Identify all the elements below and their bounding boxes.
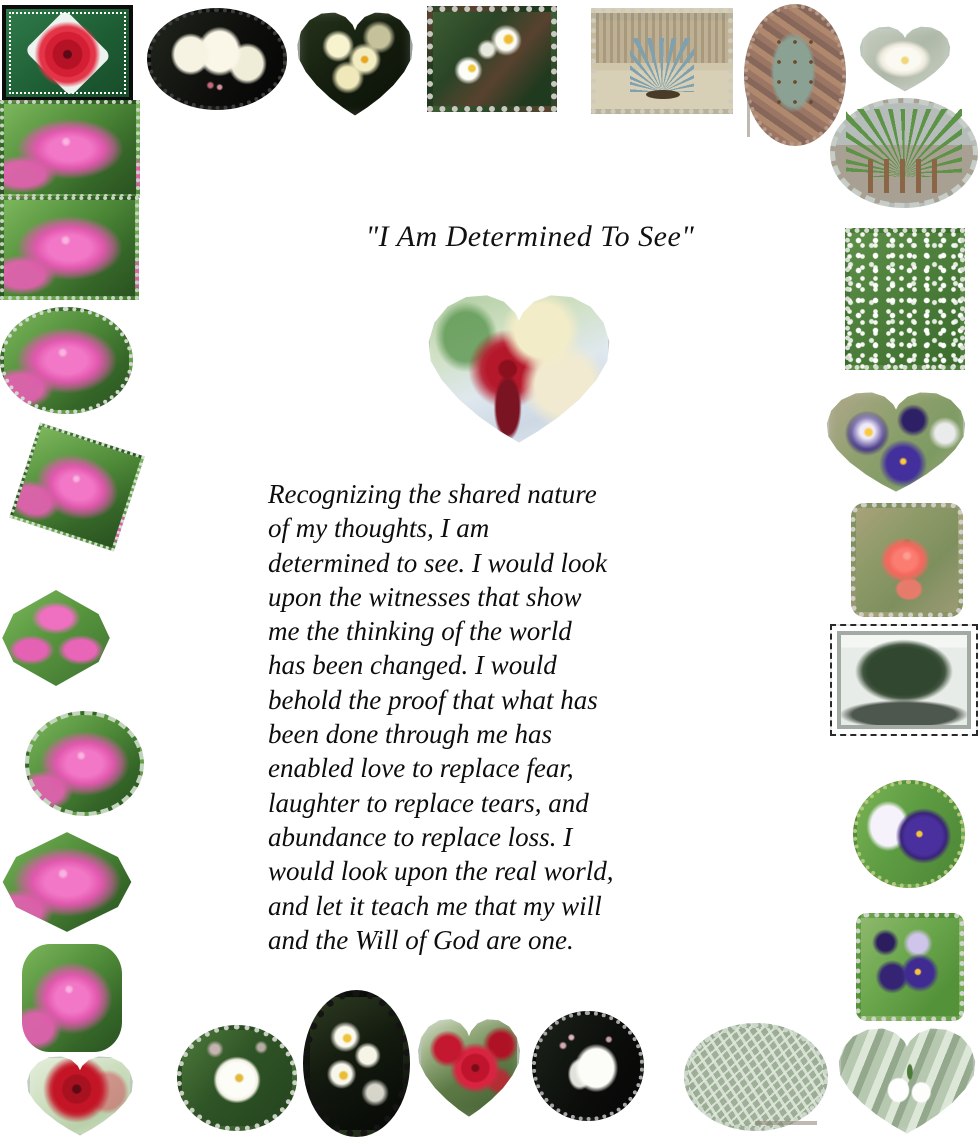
photo-coral-rose-star-edge bbox=[851, 503, 963, 617]
body-line: and the Will of God are one. bbox=[268, 924, 574, 955]
photo-daffodils-star-edge bbox=[427, 6, 557, 112]
photo-white-tulip-oval-bottom bbox=[177, 1025, 297, 1131]
photo-daffodils-heart bbox=[295, 8, 415, 120]
body-line: has been changed. I would bbox=[268, 650, 557, 681]
body-line: abundance to replace loss. I bbox=[268, 821, 573, 852]
photo-azalea-diamond-2 bbox=[0, 830, 134, 934]
body-line: been done through me has bbox=[268, 719, 552, 750]
photo-glass-heart-rose-tulips bbox=[425, 289, 613, 449]
body-line: laughter to replace tears, and bbox=[268, 787, 589, 818]
agave-fan bbox=[630, 38, 693, 92]
body-line: determined to see. I would look bbox=[268, 547, 607, 578]
cactus-spines bbox=[771, 32, 820, 118]
body-line: Recognizing the shared nature bbox=[268, 479, 597, 509]
photo-white-tulip-circle-bottom bbox=[532, 1011, 644, 1121]
photo-azalea-rect-2 bbox=[0, 196, 139, 300]
photo-azalea-oval bbox=[0, 307, 133, 414]
photo-daffodils-petal-oval bbox=[303, 990, 410, 1137]
photo-magnolia-heart bbox=[858, 24, 952, 94]
page-title: "I Am Determined To See" bbox=[365, 220, 695, 253]
body-line: upon the witnesses that show bbox=[268, 581, 582, 612]
photo-azalea-diamond-1 bbox=[0, 588, 112, 688]
photo-dusty-miller-oval bbox=[684, 1023, 828, 1131]
watermark-vertical bbox=[747, 97, 750, 137]
photo-snowdrops-heart bbox=[836, 1024, 978, 1138]
photo-azalea-tilted-square bbox=[9, 422, 145, 551]
yucca-trunks bbox=[868, 159, 940, 193]
photo-red-flower-framed bbox=[2, 5, 133, 101]
photo-white-tulips-oval bbox=[147, 8, 287, 110]
body-line: and let it teach me that my will bbox=[268, 890, 602, 921]
photo-pansies-star-edge bbox=[856, 913, 964, 1021]
photo-pansies-heart bbox=[824, 388, 968, 496]
photo-red-rose-heart-left bbox=[25, 1053, 135, 1139]
photo-red-roses-heart-bottom bbox=[416, 1015, 522, 1121]
watermark-horizontal bbox=[755, 1121, 817, 1125]
body-line: would look upon the real world, bbox=[268, 856, 614, 887]
body-line: me the thinking of the world bbox=[268, 616, 572, 647]
body-line: of my thoughts, I am bbox=[268, 513, 490, 544]
body-line: behold the proof that what has bbox=[268, 684, 598, 715]
body-text bbox=[268, 477, 688, 957]
photo-yucca-starburst bbox=[830, 98, 978, 208]
photo-azalea-rounded bbox=[22, 944, 122, 1052]
photo-agave bbox=[591, 8, 733, 114]
photo-cactus-pad-oval bbox=[744, 4, 846, 146]
photo-pansy-circle bbox=[853, 780, 965, 888]
photo-tree-framed bbox=[830, 624, 978, 736]
photo-alyssum-rect bbox=[845, 228, 965, 370]
body-line: enabled love to replace fear, bbox=[268, 753, 574, 784]
photo-azalea-circle-rope bbox=[25, 711, 144, 816]
red-flower bbox=[26, 18, 110, 88]
photo-azalea-rect-1 bbox=[0, 100, 140, 198]
soil-mound bbox=[646, 90, 680, 100]
